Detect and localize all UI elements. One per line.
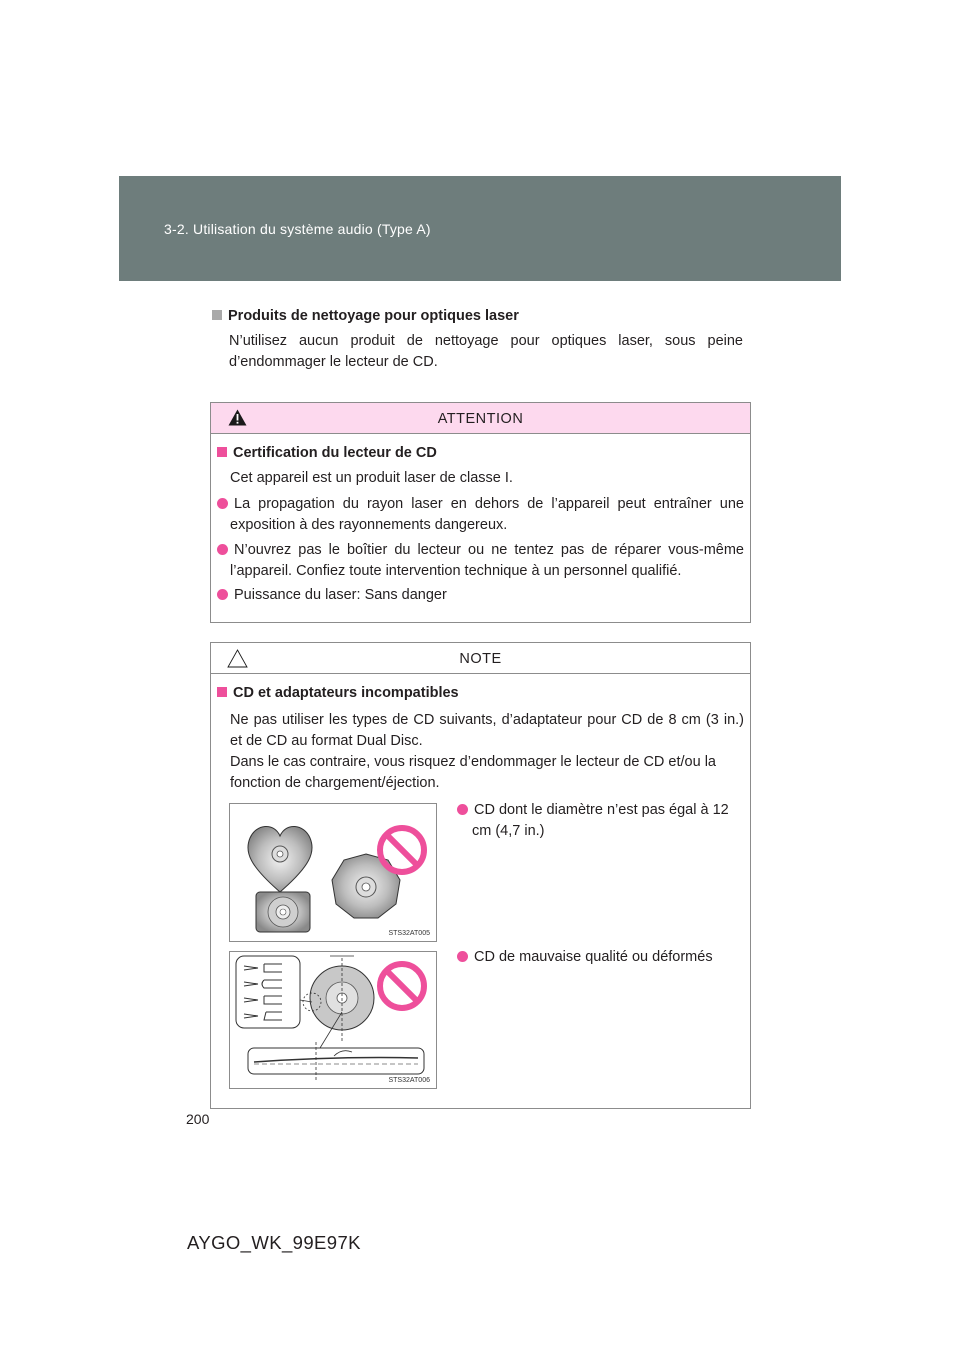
intro-body: N’utilisez aucun produit de nettoyage pour optiques laser, sous peine d’endommager le lecteur de CD.	[229, 333, 743, 370]
attention-bullet: Puissance du laser: Sans danger	[217, 585, 744, 606]
round-bullet-icon	[217, 589, 228, 600]
intro-title: Produits de nettoyage pour optiques laser	[212, 308, 519, 324]
attention-text: Cet appareil est un produit laser de classe I.	[230, 470, 513, 486]
page-number: 200	[186, 1111, 210, 1127]
figure-caption: CD de mauvaise qualité ou déformés	[457, 947, 742, 968]
note-label: NOTE	[459, 651, 502, 667]
note-text-1: Ne pas utiliser les types de CD suivants, d’adaptateur pour CD de 8 cm (3 in.) et de CD au format Dual Disc.	[230, 712, 744, 749]
figure-code: STS32AT005	[388, 930, 430, 937]
figure-odd-shaped-cds	[229, 803, 437, 942]
note-box	[210, 642, 751, 1109]
section-title: 3-2. Utilisation du système audio (Type A)	[164, 221, 431, 237]
figure-caption: CD dont le diamètre n’est pas égal à 12 cm (4,7 in.)	[457, 800, 742, 842]
round-bullet-icon	[457, 804, 468, 815]
note-text-2: Dans le cas contraire, vous risquez d’endommager le lecteur de CD et/ou la fonction de chargement/éjection.	[230, 754, 716, 791]
document-code: AYGO_WK_99E97K	[187, 1232, 361, 1253]
chapter-header	[119, 176, 841, 281]
figure-damaged-cds	[229, 951, 437, 1089]
attention-subtitle: Certification du lecteur de CD	[217, 445, 437, 461]
figure-code: STS32AT006	[388, 1077, 430, 1084]
round-bullet-icon	[217, 498, 228, 509]
attention-bullet: La propagation du rayon laser en dehors de l’appareil peut entraîner une exposition à des rayonnements dangereux.	[217, 494, 744, 536]
square-bullet-icon	[217, 687, 227, 697]
attention-header	[211, 403, 750, 434]
note-header	[211, 643, 750, 674]
damaged-cd-illustration	[230, 952, 436, 1088]
square-bullet-icon	[217, 447, 227, 457]
round-bullet-icon	[217, 544, 228, 555]
square-bullet-icon	[212, 310, 222, 320]
attention-bullet: N’ouvrez pas le boîtier du lecteur ou ne tentez pas de réparer vous-même l’appareil. Confiez toute intervention technique à un personnel qualifié.	[217, 540, 744, 582]
round-bullet-icon	[457, 951, 468, 962]
attention-label: ATTENTION	[437, 411, 524, 427]
attention-box	[210, 402, 751, 623]
odd-shaped-cd-illustration	[230, 804, 436, 941]
note-subtitle: CD et adaptateurs incompatibles	[217, 685, 459, 701]
